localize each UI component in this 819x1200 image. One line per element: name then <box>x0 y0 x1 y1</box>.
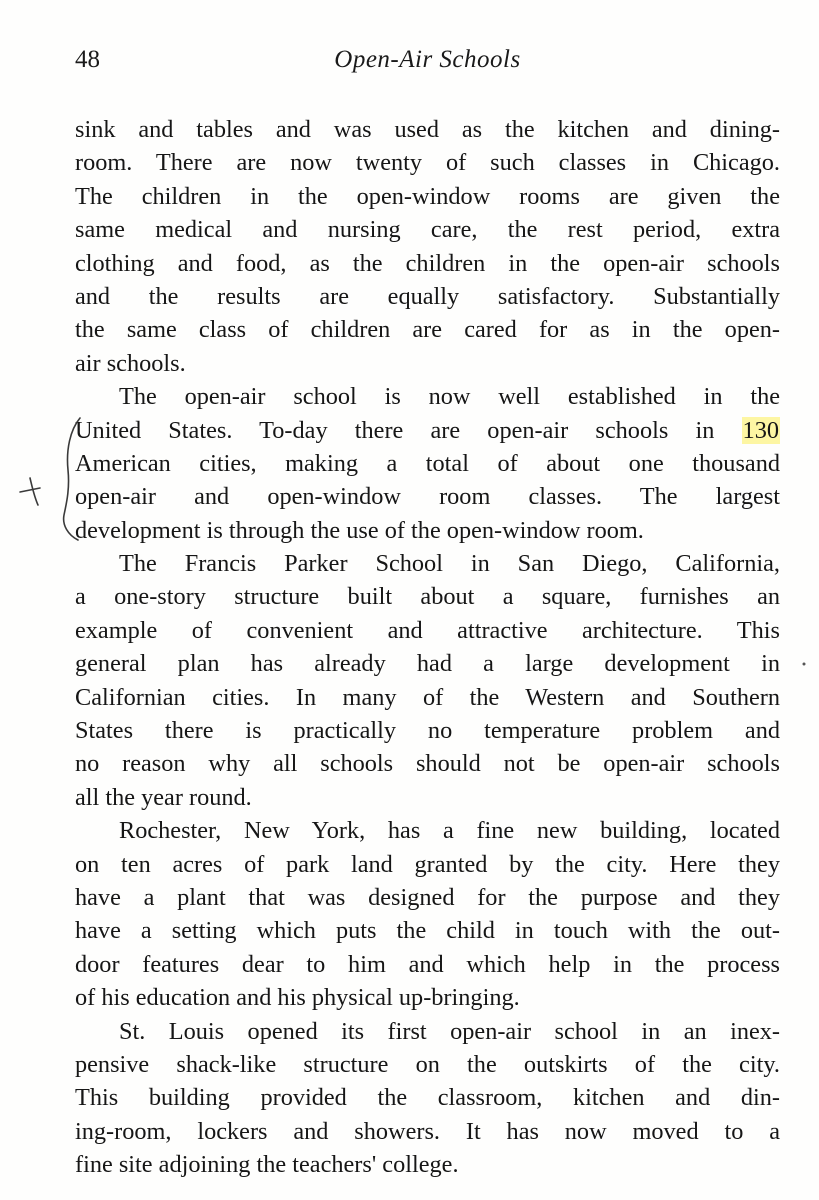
text-line: open-air and open-window room classes. The largest <box>75 483 780 511</box>
page-header <box>75 46 780 82</box>
highlighted-number: 130 <box>742 416 779 444</box>
text-line: general plan has already had a large development in <box>75 650 780 678</box>
text-line: a one-story structure built about a square, furnishes an <box>75 583 780 611</box>
text-line: American cities, making a total of about one thousand <box>75 449 780 477</box>
text-line: The open-air school is now well established in the <box>119 383 780 411</box>
text-line: room. There are now twenty of such classes in Chicago. <box>75 149 780 177</box>
text-line: the same class of children are cared for as in the open- <box>75 316 780 344</box>
text-line: same medical and nursing care, the rest period, extra <box>75 216 780 244</box>
text-line: example of convenient and attractive architecture. This <box>75 616 780 644</box>
text-line: pensive shack-like structure on the outskirts of the city. <box>75 1050 780 1078</box>
text-line: States there is practically no temperature problem and <box>75 717 780 745</box>
text-line: no reason why all schools should not be open-air schools <box>75 750 780 778</box>
text-line: The Francis Parker School in San Diego, California, <box>119 550 780 578</box>
text-line: clothing and food, as the children in the open-air schools <box>75 249 780 277</box>
text-line: of his education and his physical up-bringing. <box>75 984 520 1012</box>
text-line-with-highlight <box>75 414 780 447</box>
running-head: Open-Air Schools <box>334 46 521 73</box>
text-line: have a setting which puts the child in touch with the out- <box>75 917 780 945</box>
stray-dot <box>803 663 806 666</box>
text-line: The children in the open-window rooms are given the <box>75 182 780 210</box>
text-line: and the results are equally satisfactory. Substantially <box>75 282 780 310</box>
text-line: Californian cities. In many of the Western and Southern <box>75 683 780 711</box>
text-line: air schools. <box>75 349 186 377</box>
page-number: 48 <box>75 46 100 73</box>
text-line: Rochester, New York, has a fine new building, located <box>119 817 780 845</box>
text-line: all the year round. <box>75 783 252 811</box>
body-text <box>75 113 780 1182</box>
text-line: sink and tables and was used as the kitchen and dining- <box>75 116 780 143</box>
text-line: ing-room, lockers and showers. It has now moved to a <box>75 1117 780 1145</box>
pencil-tick-mark <box>20 478 40 505</box>
text-line: have a plant that was designed for the purpose and they <box>75 883 780 911</box>
text-segment: United States. To-day there are open-air schools in <box>75 416 742 444</box>
text-line: on ten acres of park land granted by the city. Here they <box>75 850 780 878</box>
text-line: development is through the use of the open-window room. <box>75 516 644 544</box>
text-line: St. Louis opened its first open-air school in an inex- <box>119 1017 780 1045</box>
text-line: door features dear to him and which help in the process <box>75 950 780 978</box>
text-line: This building provided the classroom, kitchen and din- <box>75 1084 780 1112</box>
text-line: fine site adjoining the teachers' college. <box>75 1151 459 1179</box>
